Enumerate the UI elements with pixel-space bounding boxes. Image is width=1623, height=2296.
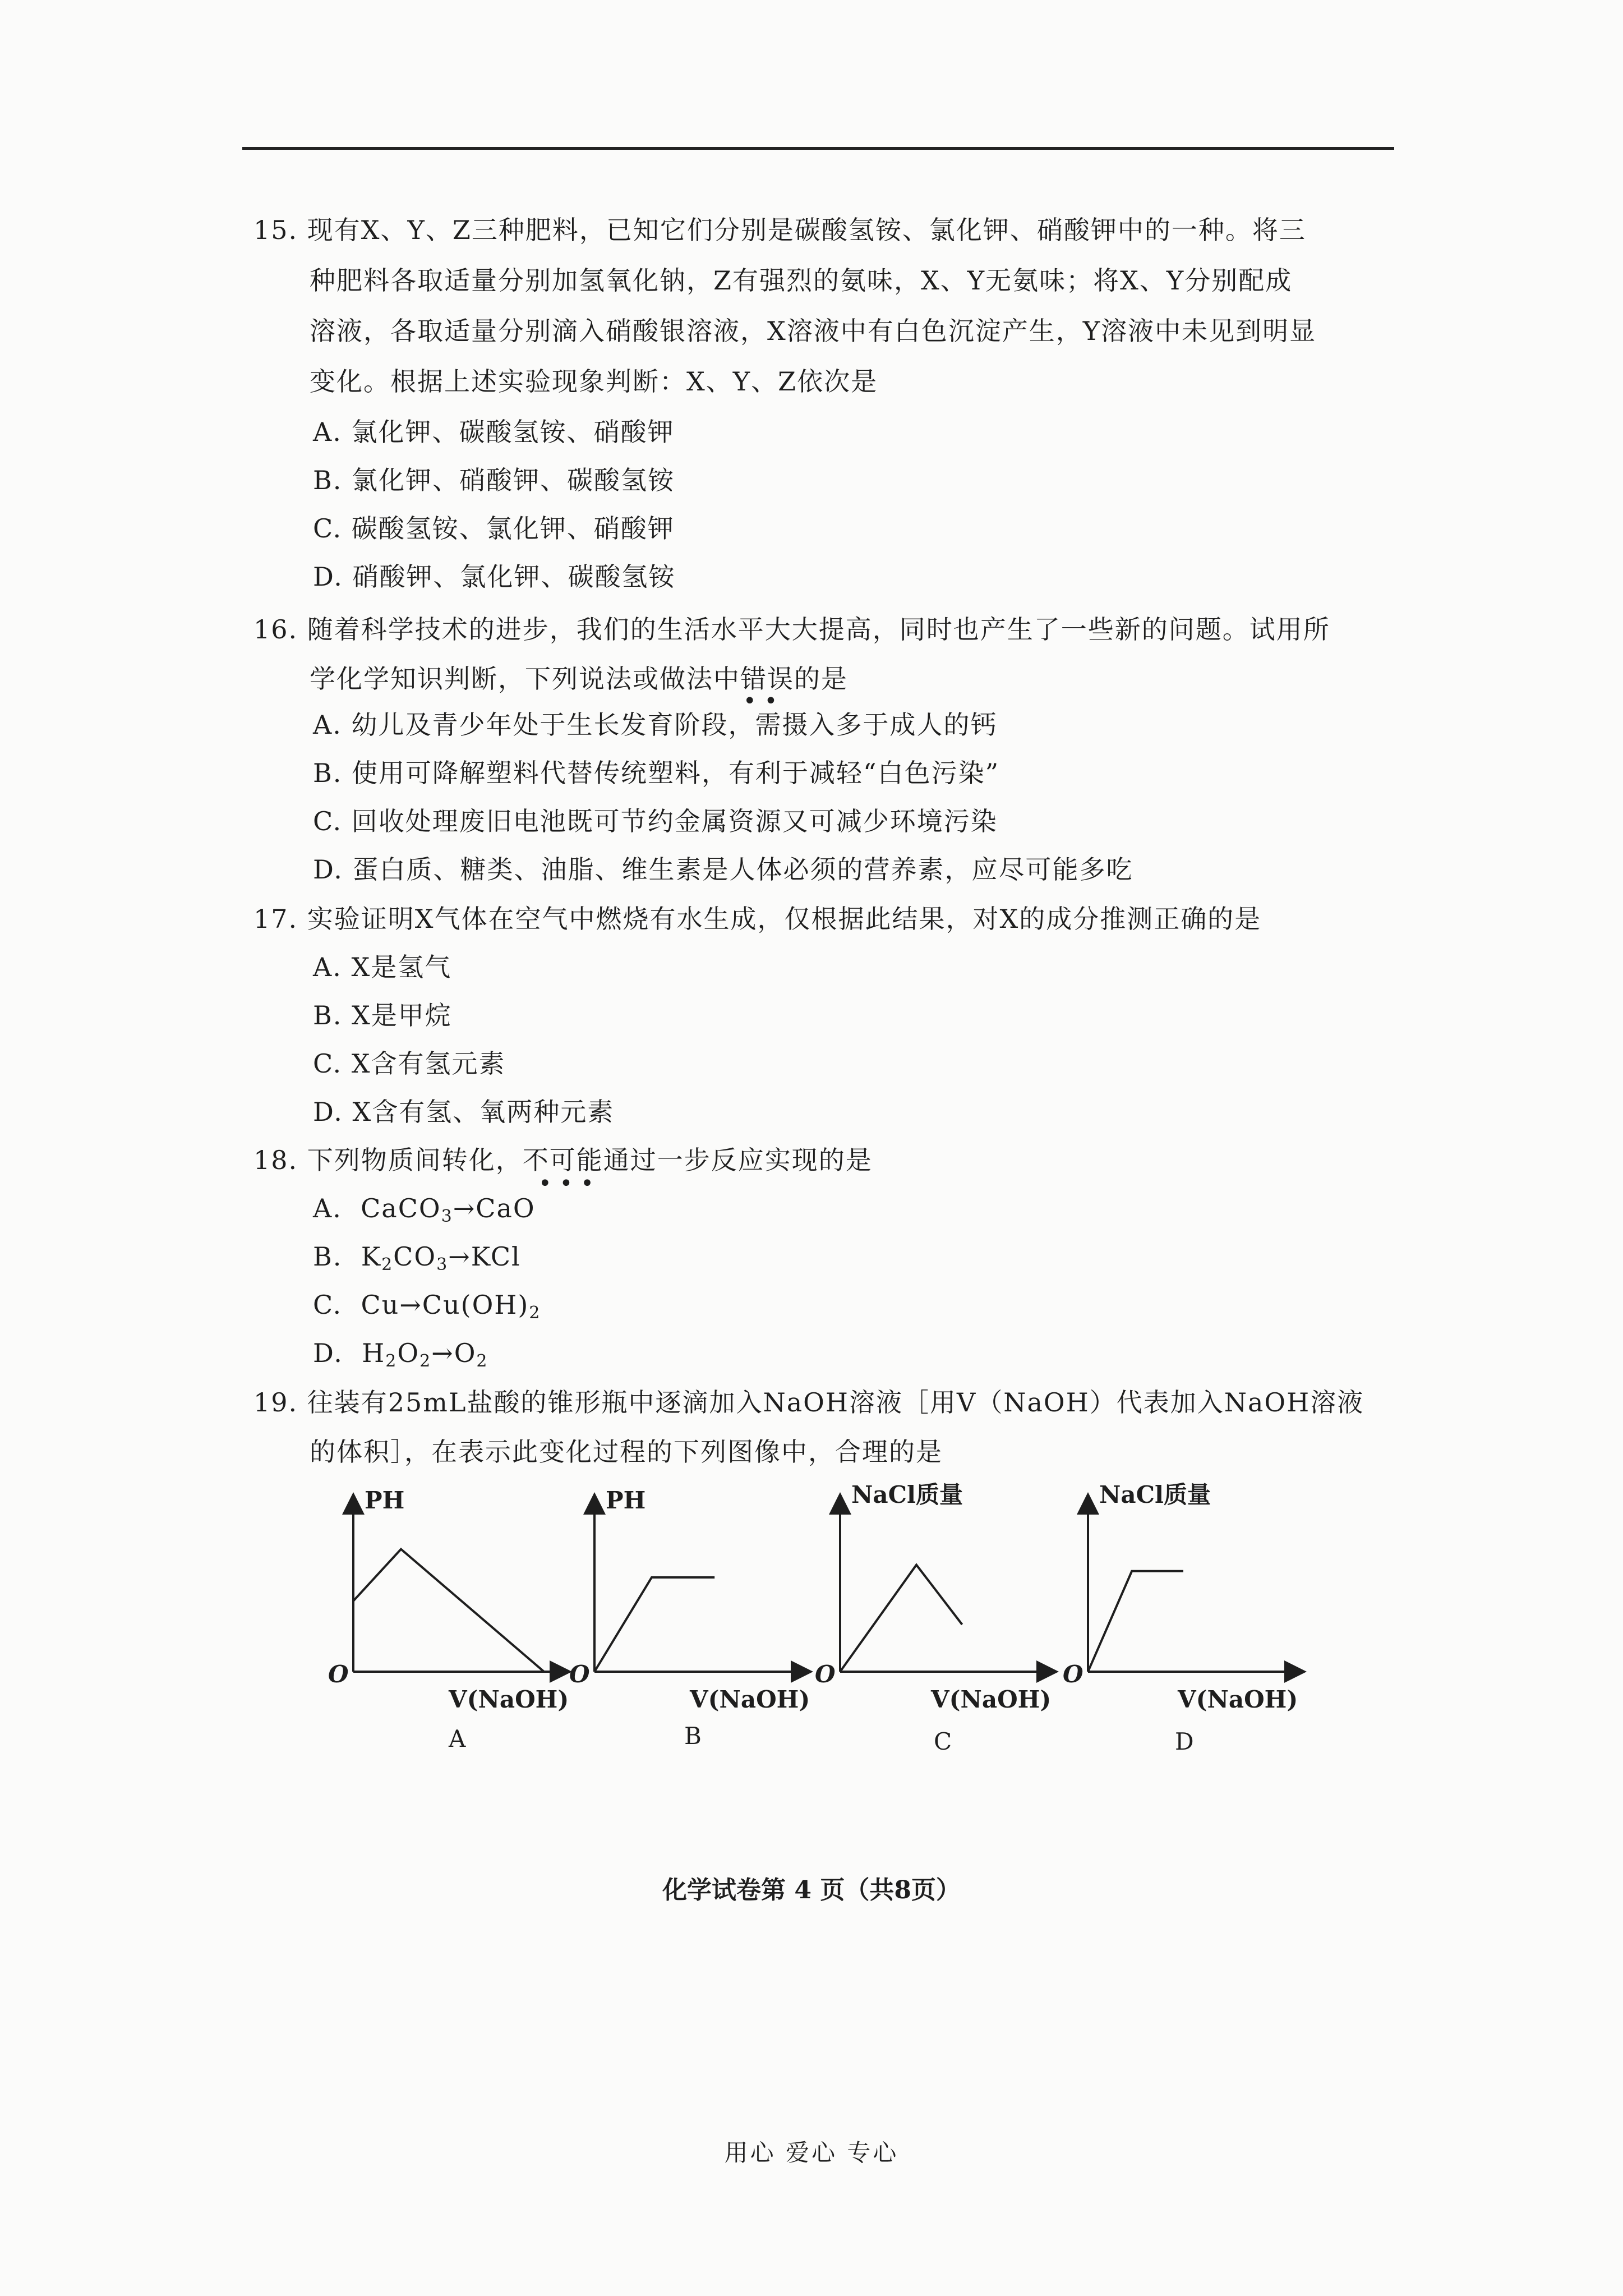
q18-option-d: D. $H_2O_2\to O_2$ (313, 1338, 488, 1371)
graph-d-origin: O (1063, 1660, 1083, 1688)
q18-option-a: A. CaCO$_3$→CaO (313, 1193, 536, 1226)
emphasis-dots: •• (743, 688, 786, 714)
q17-option-d: D. X含有氢、氧两种元素 (313, 1097, 615, 1127)
q16-line-1: 16. 随着科学技术的进步，我们的生活水平大大提高，同时也产生了一些新的问题。试用所 (253, 614, 1330, 645)
graph-d-xlabel: V(NaOH) (1178, 1686, 1298, 1713)
q15-line-3: 溶液，各取适量分别滴入硝酸银溶液，X溶液中有白色沉淀产生，Y溶液中未见到明显 (310, 316, 1317, 346)
q15-line-1: 15. 现有X、Y、Z三种肥料，已知它们分别是碳酸氢铵、氯化钾、硝酸钾中的一种。将三 (253, 215, 1306, 245)
graph-c-origin: O (815, 1660, 836, 1688)
q17-option-a: A. X是氢气 (313, 952, 452, 982)
graph-a-axes (336, 1487, 572, 1700)
emphasis-dots: ••• (538, 1171, 602, 1197)
graph-a-xlabel: V(NaOH) (449, 1686, 569, 1713)
graph-a-letter: A (449, 1725, 466, 1752)
graph-d-axes (1071, 1487, 1307, 1700)
graph-a-ylabel: PH (365, 1487, 405, 1514)
q16-line-2: 学化学知识判断，下列说法或做法中错误的是 (310, 664, 848, 694)
graph-c-letter: C (934, 1728, 952, 1755)
graph-b-letter: B (684, 1722, 702, 1750)
graph-b-axes (578, 1487, 813, 1700)
graph-b-xlabel: V(NaOH) (690, 1686, 810, 1713)
q16-option-d: D. 蛋白质、糖类、油脂、维生素是人体必须的营养素，应尽可能多吃 (313, 854, 1133, 885)
graph-d-ylabel: NaCl质量 (1099, 1481, 1211, 1508)
header-rule (242, 147, 1394, 150)
graph-c-xlabel: V(NaOH) (931, 1686, 1052, 1713)
graph-d-curve (1088, 1571, 1183, 1672)
q17-line-1: 17. 实验证明X气体在空气中燃烧有水生成，仅根据此结果，对X的成分推测正确的是 (253, 904, 1262, 934)
graph-a-curve (353, 1549, 544, 1672)
q16-option-c: C. 回收处理废旧电池既可节约金属资源又可减少环境污染 (313, 806, 998, 836)
graph-a-origin: O (328, 1660, 349, 1688)
q18-stem: 18. 下列物质间转化，不可能通过一步反应实现的是 (253, 1145, 873, 1175)
graph-b-origin: O (569, 1660, 590, 1688)
graph-c-curve (840, 1565, 962, 1672)
graph-b-curve (594, 1577, 714, 1672)
graph-b-ylabel: PH (606, 1487, 646, 1514)
graph-d-letter: D (1175, 1728, 1194, 1755)
q17-option-c: C. X含有氢元素 (313, 1048, 506, 1079)
graph-c-axes (823, 1487, 1059, 1700)
q15-line-2: 种肥料各取适量分别加氢氧化钠，Z有强烈的氨味，X、Y无氨味；将X、Y分别配成 (310, 265, 1293, 296)
q19-line-1: 19. 往装有25mL盐酸的锥形瓶中逐滴加入NaOH溶液［用V（NaOH）代表加入NaOH溶液 (253, 1387, 1364, 1418)
q17-option-b: B. X是甲烷 (313, 1000, 452, 1030)
q16-option-a: A. 幼儿及青少年处于生长发育阶段，需摄入多于成人的钙 (313, 710, 998, 740)
q15-option-d: D. 硝酸钾、氯化钾、碳酸氢铵 (313, 562, 676, 592)
q19-line-2: 的体积］，在表示此变化过程的下列图像中，合理的是 (310, 1437, 943, 1467)
q15-line-4: 变化。根据上述实验现象判断：X、Y、Z依次是 (310, 366, 878, 397)
q15-option-b: B. 氯化钾、硝酸钾、碳酸氢铵 (313, 465, 675, 495)
q15-option-a: A. 氯化钾、碳酸氢铵、硝酸钾 (313, 417, 675, 447)
q15-option-c: C. 碳酸氢铵、氯化钾、硝酸钾 (313, 513, 675, 544)
page-footer: 化学试卷第 4 页（共8页） (662, 1876, 961, 1904)
q18-option-c: C. $Cu\to Cu(OH)_2$ (313, 1290, 541, 1323)
graph-c-ylabel: NaCl质量 (851, 1481, 963, 1508)
q16-option-b: B. 使用可降解塑料代替传统塑料，有利于减轻“白色污染” (313, 758, 1000, 788)
q18-option-b: B. $K_2CO_3\to KCl$ (313, 1241, 521, 1274)
bottom-slogan: 用心 爱心 专心 (724, 2139, 899, 2166)
